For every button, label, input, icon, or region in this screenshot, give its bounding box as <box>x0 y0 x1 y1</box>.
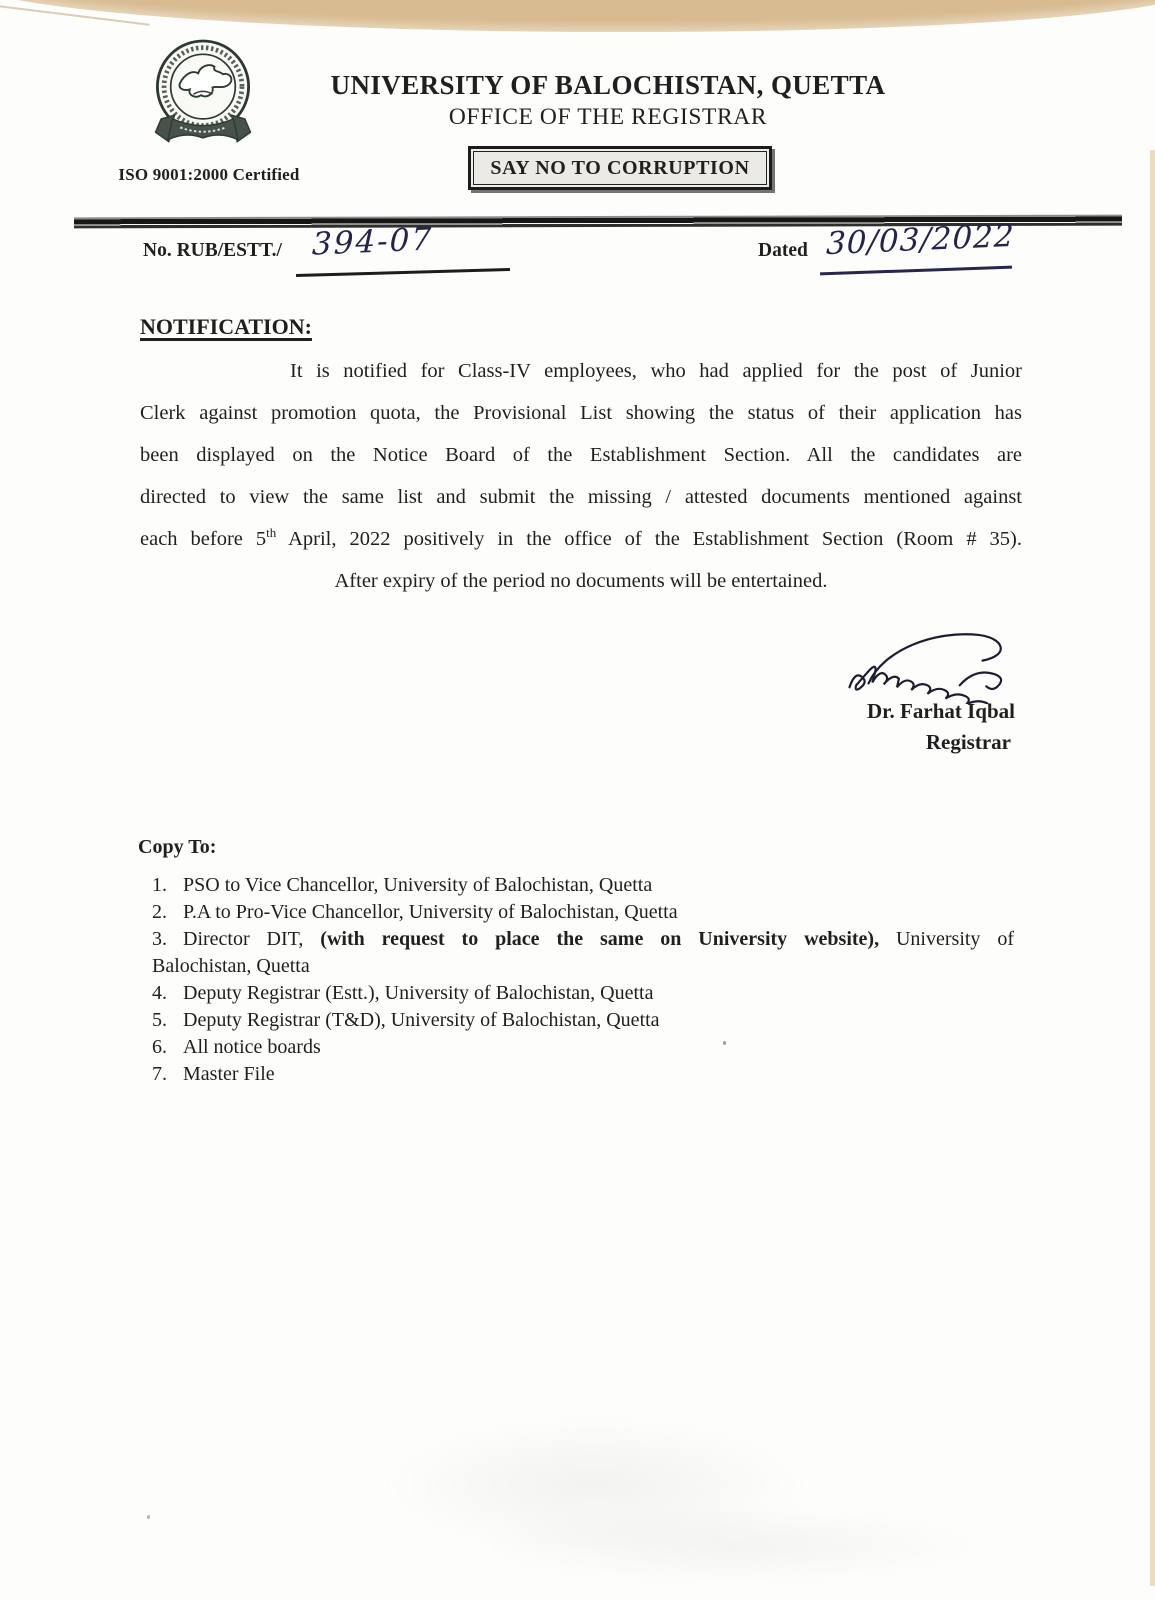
letterhead-titles <box>300 70 916 131</box>
scan-smudge <box>380 1415 810 1555</box>
item-number: 7. <box>152 1063 167 1085</box>
corruption-banner <box>468 146 772 190</box>
closing-line: After expiry of the period no documents will be entertained. <box>334 570 828 592</box>
notification-heading: NOTIFICATION: <box>140 314 312 339</box>
list-item <box>152 1034 1014 1061</box>
list-item <box>152 1007 1014 1034</box>
corruption-banner-text: SAY NO TO CORRUPTION <box>473 151 767 185</box>
notification-body <box>140 350 1022 602</box>
reference-number-underline <box>296 268 510 276</box>
item-number: 5. <box>152 1009 167 1031</box>
body-line-text: April, 2022 positively in the office of the Establishment Section (Room # 35). <box>276 528 1022 550</box>
signatory-title: Registrar <box>925 730 1011 754</box>
list-item <box>152 980 1014 1007</box>
item-text: University of <box>879 928 1014 950</box>
date-underline <box>820 266 1012 275</box>
signatory-block <box>770 698 1015 755</box>
reference-number-handwritten: 394-07 <box>311 221 434 263</box>
scan-speck <box>147 1515 150 1519</box>
item-text: All notice boards <box>183 1036 321 1058</box>
scan-top-edge <box>0 0 1155 32</box>
list-item <box>152 1061 1014 1088</box>
item-number: 6. <box>152 1036 167 1058</box>
item-text-bold: (with request to place the same on University website), <box>320 928 880 950</box>
item-text: Deputy Registrar (Estt.), University of Balochistan, Quetta <box>183 982 654 1004</box>
item-text: P.A to Pro-Vice Chancellor, University of Balochistan, Quetta <box>183 901 678 923</box>
office-name: OFFICE OF THE REGISTRAR <box>448 104 768 130</box>
scan-smudge <box>470 1505 990 1585</box>
item-text: PSO to Vice Chancellor, University of Balochistan, Quetta <box>183 874 653 896</box>
body-line <box>140 518 1022 560</box>
item-text: Deputy Registrar (T&D), University of Balochistan, Quetta <box>183 1009 660 1031</box>
date-label: Dated <box>758 240 808 261</box>
body-line: been displayed on the Notice Board of the Establishment Section. All the candidates are <box>140 444 1022 466</box>
item-number: 4. <box>152 982 167 1004</box>
body-line: directed to view the same list and submit the missing / attested documents mentioned against <box>140 486 1022 508</box>
reference-number-label: No. RUB/ESTT./ <box>143 240 282 261</box>
university-logo-icon <box>146 30 260 166</box>
item-number: 3. <box>152 928 167 950</box>
body-line: It is notified for Class-IV employees, who had applied for the post of Junior <box>290 360 1022 382</box>
item-number: 2. <box>152 901 167 923</box>
item-text: Master File <box>183 1063 275 1085</box>
list-item <box>152 872 1014 899</box>
item-number: 1. <box>152 874 167 896</box>
copy-to-list <box>152 872 1014 1088</box>
scan-right-edge <box>1150 150 1155 1586</box>
iso-certification-label: ISO 9001:2000 Certified <box>118 165 300 184</box>
list-item <box>152 899 1014 926</box>
ordinal-superscript: th <box>266 525 277 541</box>
date-handwritten: 30/03/2022 <box>825 217 1016 263</box>
body-line-text: each before 5 <box>140 528 267 550</box>
body-line: Clerk against promotion quota, the Provisional List showing the status of their application has <box>140 402 1022 424</box>
copy-to-heading: Copy To: <box>138 836 217 858</box>
list-item-continuation: Balochistan, Quetta <box>152 955 310 977</box>
list-item <box>152 926 1014 953</box>
signatory-name: Dr. Farhat Iqbal <box>867 699 1015 723</box>
signature-scribble <box>840 622 1030 704</box>
university-name: UNIVERSITY OF BALOCHISTAN, QUETTA <box>330 70 886 100</box>
item-text: Director DIT, <box>183 928 321 950</box>
